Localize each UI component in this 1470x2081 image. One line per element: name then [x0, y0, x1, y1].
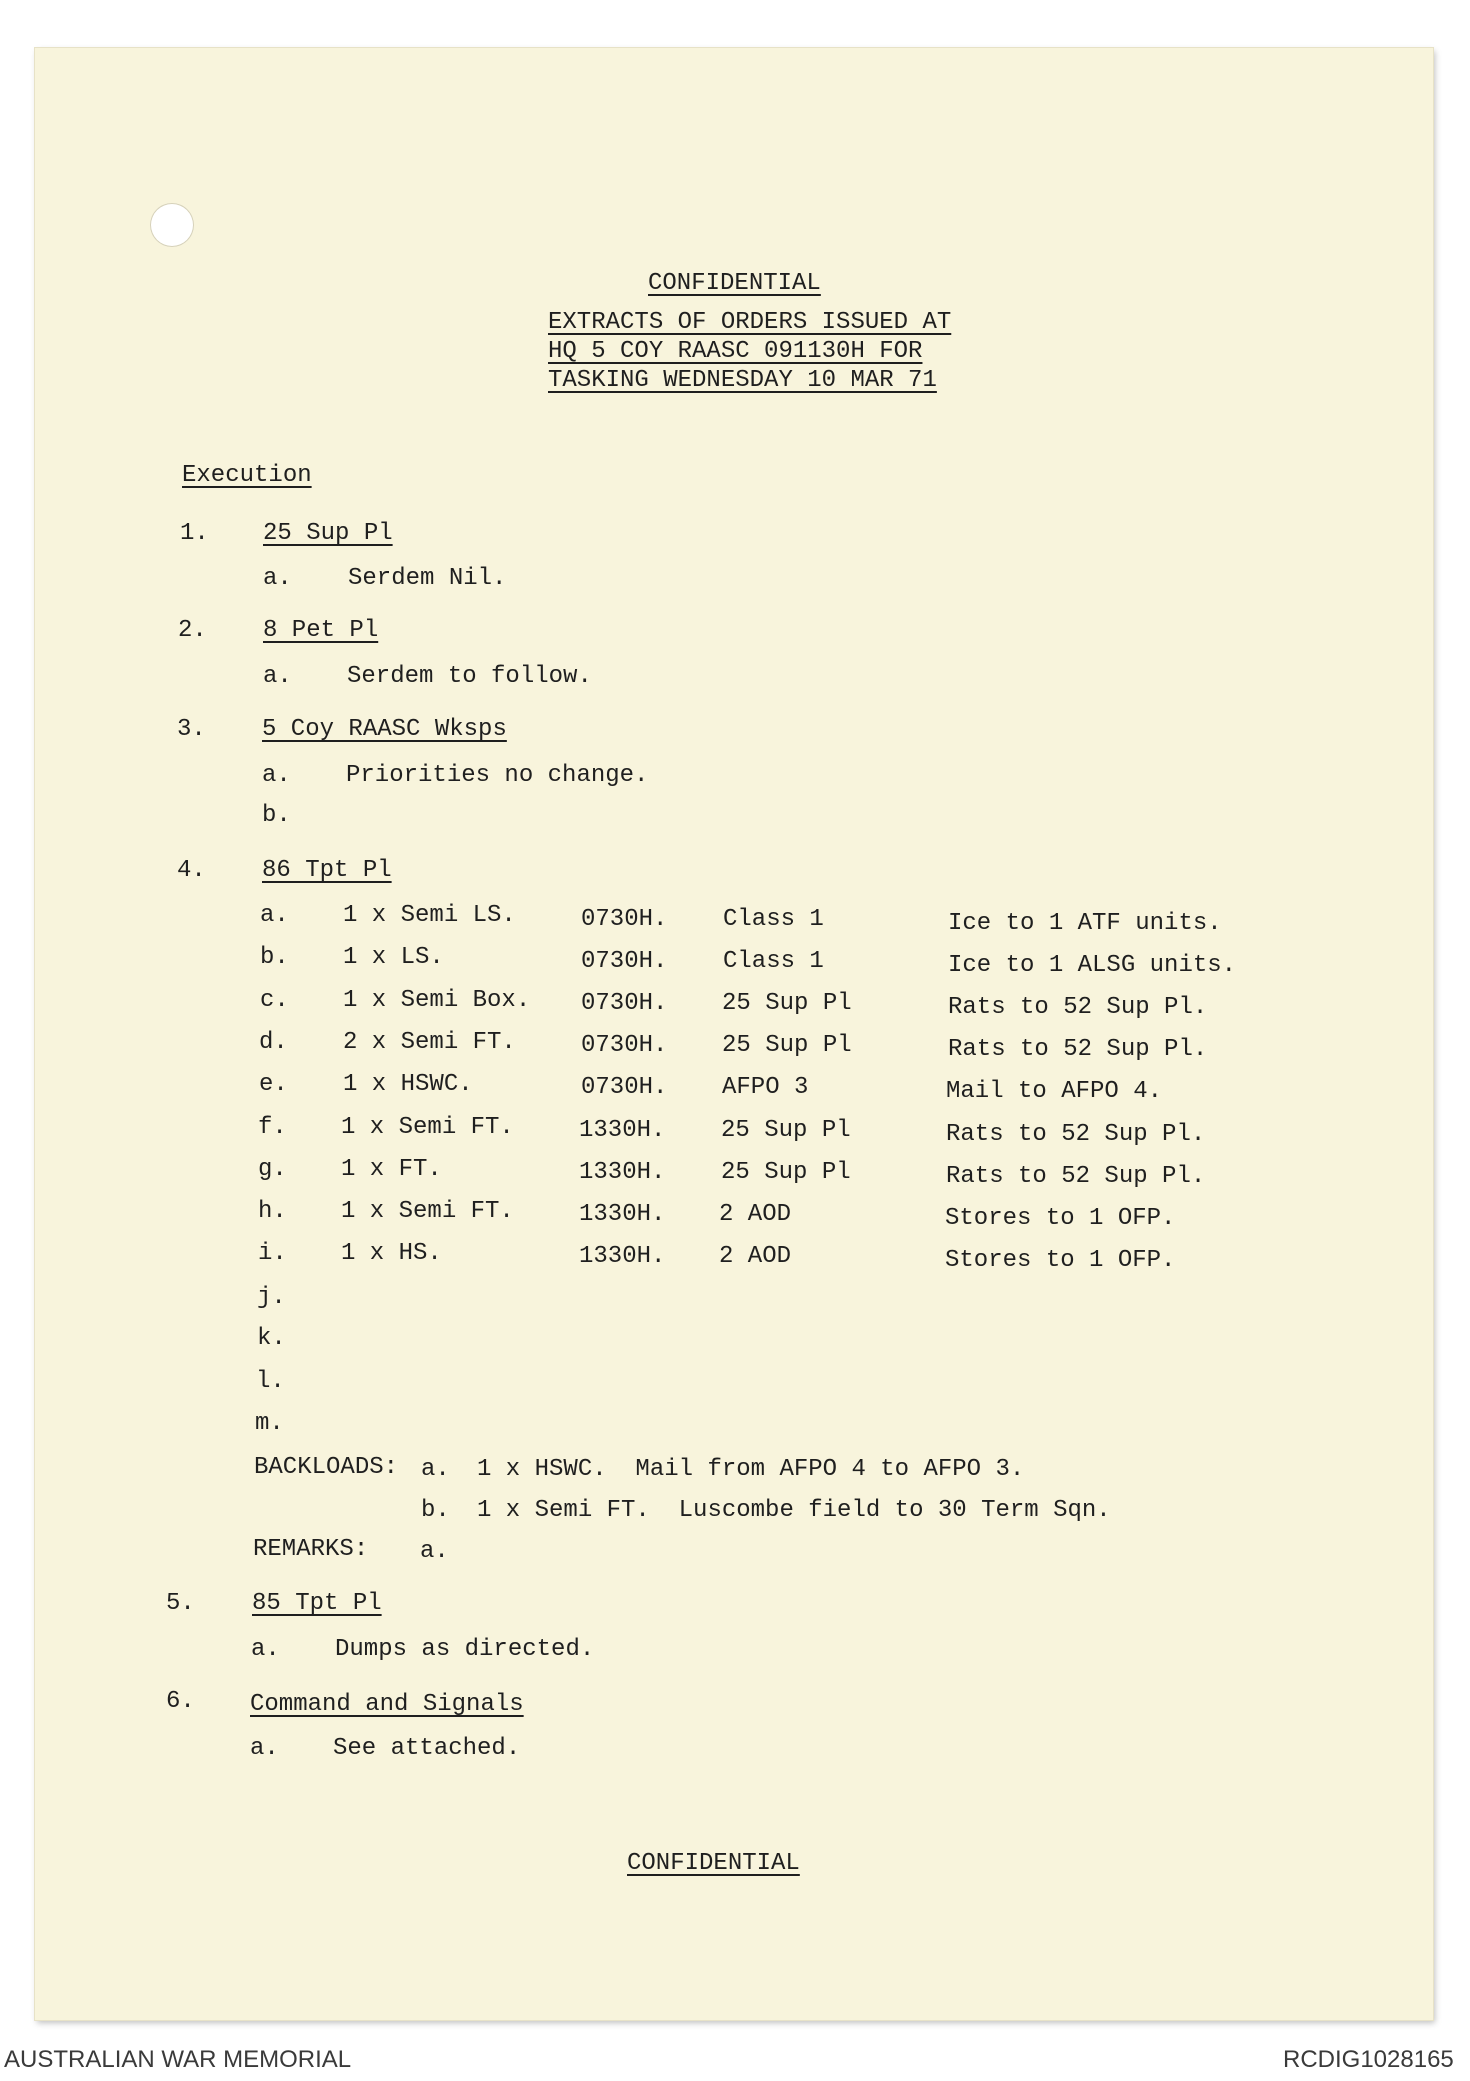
execution-heading: Execution — [182, 462, 312, 489]
section-6-title: Command and Signals — [250, 1691, 524, 1718]
task-a-vehicle: 1 x Semi LS. — [343, 902, 516, 929]
section-2-title: 8 Pet Pl — [263, 617, 379, 644]
task-e-vehicle: 1 x HSWC. — [343, 1071, 473, 1098]
task-a-task: Ice to 1 ATF units. — [948, 910, 1222, 937]
backload-a-letter: a. — [421, 1456, 450, 1483]
section-6-number: 6. — [166, 1688, 195, 1715]
task-d-letter: d. — [259, 1029, 288, 1056]
section-2-item-letter: a. — [263, 663, 292, 690]
section-2-number: 2. — [178, 617, 207, 644]
task-c-time: 0730H. — [581, 990, 668, 1017]
task-h-vehicle: 1 x Semi FT. — [341, 1198, 514, 1225]
task-h-from: 2 AOD — [719, 1201, 792, 1228]
task-l-letter: l. — [256, 1368, 285, 1395]
task-b-time: 0730H. — [581, 948, 668, 975]
section-3-number: 3. — [177, 716, 206, 743]
task-e-task: Mail to AFPO 4. — [946, 1078, 1163, 1105]
task-a-letter: a. — [260, 902, 289, 929]
task-d-vehicle: 2 x Semi FT. — [343, 1029, 516, 1056]
task-g-task: Rats to 52 Sup Pl. — [946, 1163, 1206, 1190]
task-k-letter: k. — [257, 1325, 286, 1352]
task-g-from: 25 Sup Pl — [721, 1159, 851, 1186]
section-5-number: 5. — [166, 1590, 195, 1617]
section-4-title: 86 Tpt Pl — [262, 857, 392, 884]
section-5-item-letter: a. — [251, 1636, 280, 1663]
task-j-letter: j. — [257, 1284, 286, 1311]
section-3-item-b-letter: b. — [262, 802, 291, 829]
section-3-item-a-text: Priorities no change. — [346, 762, 649, 789]
backload-b-text: 1 x Semi FT. Luscombe field to 30 Term Sqn. — [477, 1497, 1111, 1524]
section-3-title: 5 Coy RAASC Wksps — [262, 716, 507, 743]
task-g-vehicle: 1 x FT. — [341, 1156, 442, 1183]
section-6-item-letter: a. — [250, 1735, 279, 1762]
classification-top: CONFIDENTIAL — [648, 270, 821, 297]
section-5-title: 85 Tpt Pl — [252, 1590, 382, 1617]
title-line-1: EXTRACTS OF ORDERS ISSUED AT — [548, 309, 952, 336]
title-line-3: TASKING WEDNESDAY 10 MAR 71 — [548, 367, 937, 394]
document-title — [548, 308, 952, 395]
section-3-item-a-letter: a. — [262, 762, 291, 789]
task-f-vehicle: 1 x Semi FT. — [341, 1114, 514, 1141]
task-f-from: 25 Sup Pl — [721, 1117, 851, 1144]
task-c-from: 25 Sup Pl — [722, 990, 852, 1017]
task-h-time: 1330H. — [579, 1201, 666, 1228]
task-e-letter: e. — [259, 1071, 288, 1098]
task-i-letter: i. — [258, 1240, 287, 1267]
backload-a-text: 1 x HSWC. Mail from AFPO 4 to AFPO 3. — [477, 1456, 1025, 1483]
task-e-from: AFPO 3 — [722, 1074, 809, 1101]
section-2-item-text: Serdem to follow. — [347, 663, 592, 690]
punch-hole — [150, 203, 194, 247]
archive-source-left: AUSTRALIAN WAR MEMORIAL — [4, 2046, 352, 2073]
section-5-item-text: Dumps as directed. — [335, 1636, 595, 1663]
task-b-task: Ice to 1 ALSG units. — [948, 952, 1237, 979]
task-d-time: 0730H. — [581, 1032, 668, 1059]
remarks-label: REMARKS: — [253, 1536, 369, 1563]
task-i-task: Stores to 1 OFP. — [945, 1247, 1176, 1274]
task-f-task: Rats to 52 Sup Pl. — [946, 1121, 1206, 1148]
title-line-2: HQ 5 COY RAASC 091130H FOR — [548, 338, 923, 365]
section-1-item-text: Serdem Nil. — [348, 565, 507, 592]
task-i-from: 2 AOD — [719, 1243, 792, 1270]
section-1-title: 25 Sup Pl — [263, 520, 393, 547]
task-h-task: Stores to 1 OFP. — [945, 1205, 1176, 1232]
task-b-vehicle: 1 x LS. — [343, 944, 444, 971]
task-h-letter: h. — [258, 1198, 287, 1225]
backload-b-letter: b. — [421, 1497, 450, 1524]
task-b-letter: b. — [260, 944, 289, 971]
task-c-vehicle: 1 x Semi Box. — [343, 987, 531, 1014]
section-1-number: 1. — [180, 520, 209, 547]
task-g-time: 1330H. — [579, 1159, 666, 1186]
task-c-task: Rats to 52 Sup Pl. — [948, 994, 1208, 1021]
task-c-letter: c. — [260, 987, 289, 1014]
backloads-label: BACKLOADS: — [254, 1454, 399, 1481]
task-m-letter: m. — [255, 1410, 284, 1437]
task-d-task: Rats to 52 Sup Pl. — [948, 1036, 1208, 1063]
remarks-letter: a. — [420, 1538, 449, 1565]
archive-source-right: RCDIG1028165 — [1283, 2046, 1454, 2073]
task-i-vehicle: 1 x HS. — [341, 1240, 442, 1267]
section-1-item-letter: a. — [263, 565, 292, 592]
section-4-number: 4. — [177, 857, 206, 884]
task-g-letter: g. — [258, 1156, 287, 1183]
task-f-time: 1330H. — [579, 1117, 666, 1144]
task-a-time: 0730H. — [581, 906, 668, 933]
task-d-from: 25 Sup Pl — [722, 1032, 852, 1059]
section-6-item-text: See attached. — [333, 1735, 521, 1762]
task-f-letter: f. — [258, 1114, 287, 1141]
task-b-from: Class 1 — [723, 948, 824, 975]
classification-bottom: CONFIDENTIAL — [627, 1850, 800, 1877]
task-i-time: 1330H. — [579, 1243, 666, 1270]
task-e-time: 0730H. — [581, 1074, 668, 1101]
task-a-from: Class 1 — [723, 906, 824, 933]
